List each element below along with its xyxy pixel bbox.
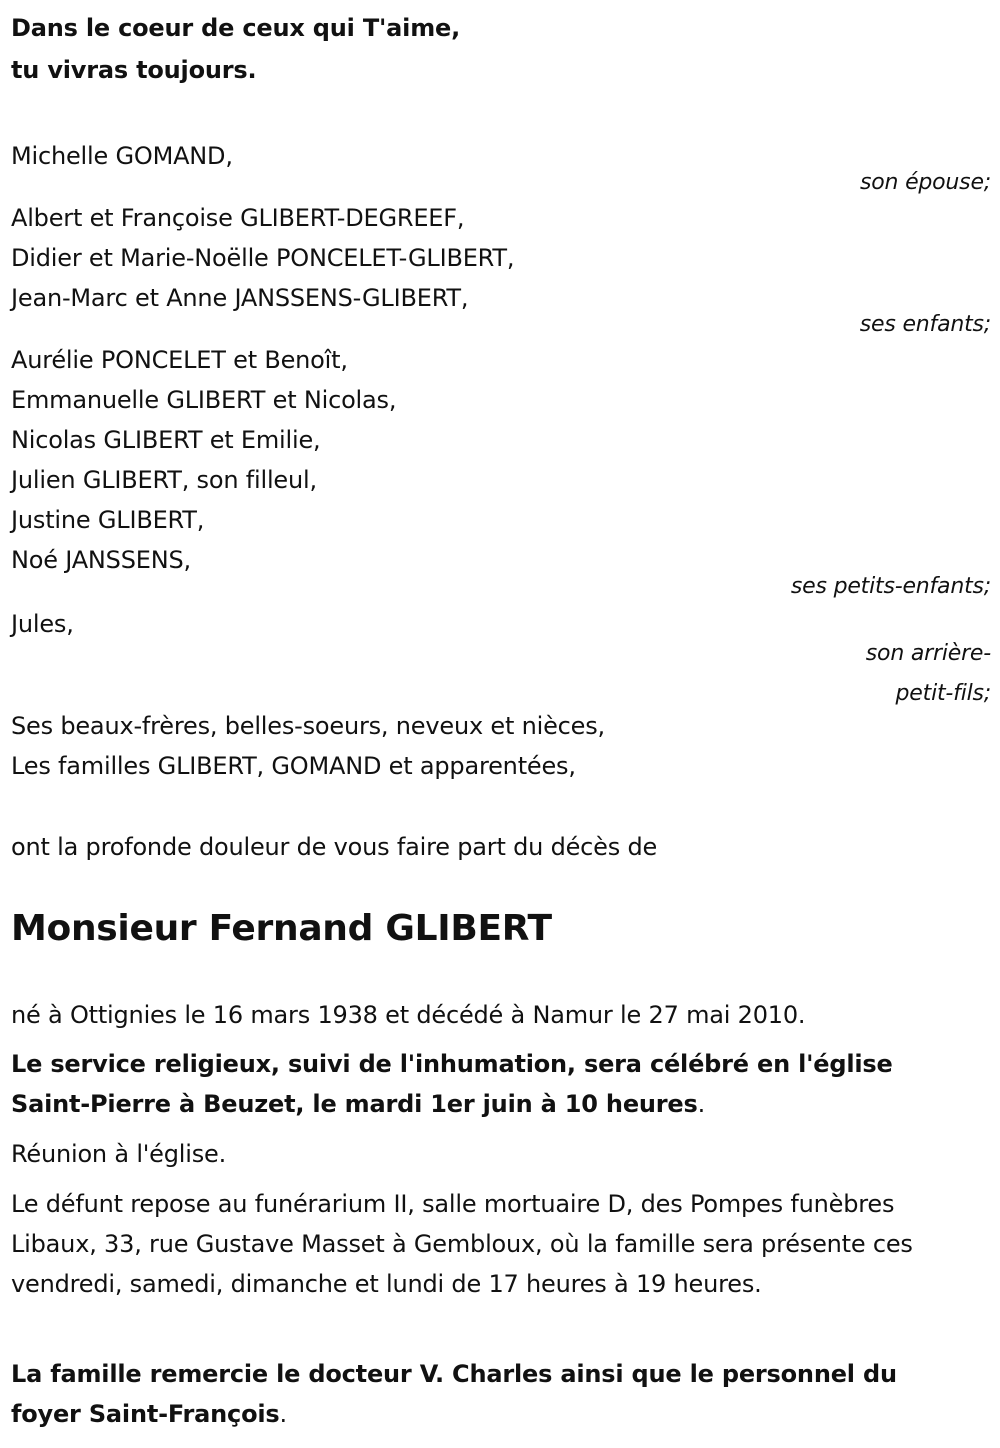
thanks (11, 1354, 971, 1434)
grandchild-name: Noé JANSSENS, (11, 546, 191, 574)
thanks-text: La famille remercie le docteur V. Charles ainsi que le personnel du foyer Saint-François (11, 1360, 897, 1428)
service-text: Le service religieux, suivi de l'inhumation, sera célébré en l'église Saint-Pierre à Beuzet, le mardi 1er juin à 10 heures (11, 1050, 893, 1118)
relatives-block (11, 706, 991, 786)
great-grandchild-relation-line-2: petit-fils; (895, 681, 991, 706)
funerarium-info: Le défunt repose au funérarium II, salle mortuaire D, des Pompes funèbres Libaux, 33, rue Gustave Masset à Gembloux, où la famille sera présente ces vendredi, samedi, dimanche et lundi de 17 heures à 19 heures. (11, 1190, 913, 1298)
child-name: Didier et Marie-Noëlle PONCELET-GLIBERT, (11, 244, 515, 272)
relatives-line: Ses beaux-frères, belles-soeurs, neveux et nièces, (11, 712, 605, 740)
announcement: ont la profonde douleur de vous faire part du décès de (11, 833, 658, 861)
service-info (11, 1044, 971, 1124)
epigraph (11, 8, 991, 90)
great-grandchild-relation-line-1: son arrière- (865, 641, 991, 666)
grandchild-name: Julien GLIBERT, son filleul, (11, 466, 317, 494)
grandchildren-relation: ses petits-enfants; (790, 574, 991, 599)
grandchild-name: Nicolas GLIBERT et Emilie, (11, 426, 321, 454)
children-relation: ses enfants; (859, 312, 991, 337)
great-grandchild-name: Jules, (11, 610, 74, 638)
deceased-name: Monsieur Fernand GLIBERT (11, 908, 552, 949)
epigraph-line-2: tu vivras toujours. (11, 56, 257, 84)
birth-death: né à Ottignies le 16 mars 1938 et décédé à Namur le 27 mai 2010. (11, 1001, 806, 1029)
child-name: Albert et Françoise GLIBERT-DEGREEF, (11, 204, 465, 232)
thanks-tail: . (279, 1400, 287, 1428)
child-name: Jean-Marc et Anne JANSSENS-GLIBERT, (11, 284, 469, 312)
spouse-name: Michelle GOMAND, (11, 142, 233, 170)
epigraph-line-1: Dans le coeur de ceux qui T'aime, (11, 14, 461, 42)
spouse-relation: son épouse; (860, 170, 991, 195)
gathering-info: Réunion à l'église. (11, 1140, 227, 1168)
children-block (11, 198, 991, 340)
service-tail: . (697, 1090, 706, 1118)
grandchildren-block (11, 340, 991, 602)
great-grandchild-block (11, 604, 991, 714)
grandchild-name: Justine GLIBERT, (11, 506, 205, 534)
grandchild-name: Emmanuelle GLIBERT et Nicolas, (11, 386, 397, 414)
relatives-line: Les familles GLIBERT, GOMAND et apparentées, (11, 752, 576, 780)
grandchild-name: Aurélie PONCELET et Benoît, (11, 346, 348, 374)
spouse-block (11, 136, 991, 198)
